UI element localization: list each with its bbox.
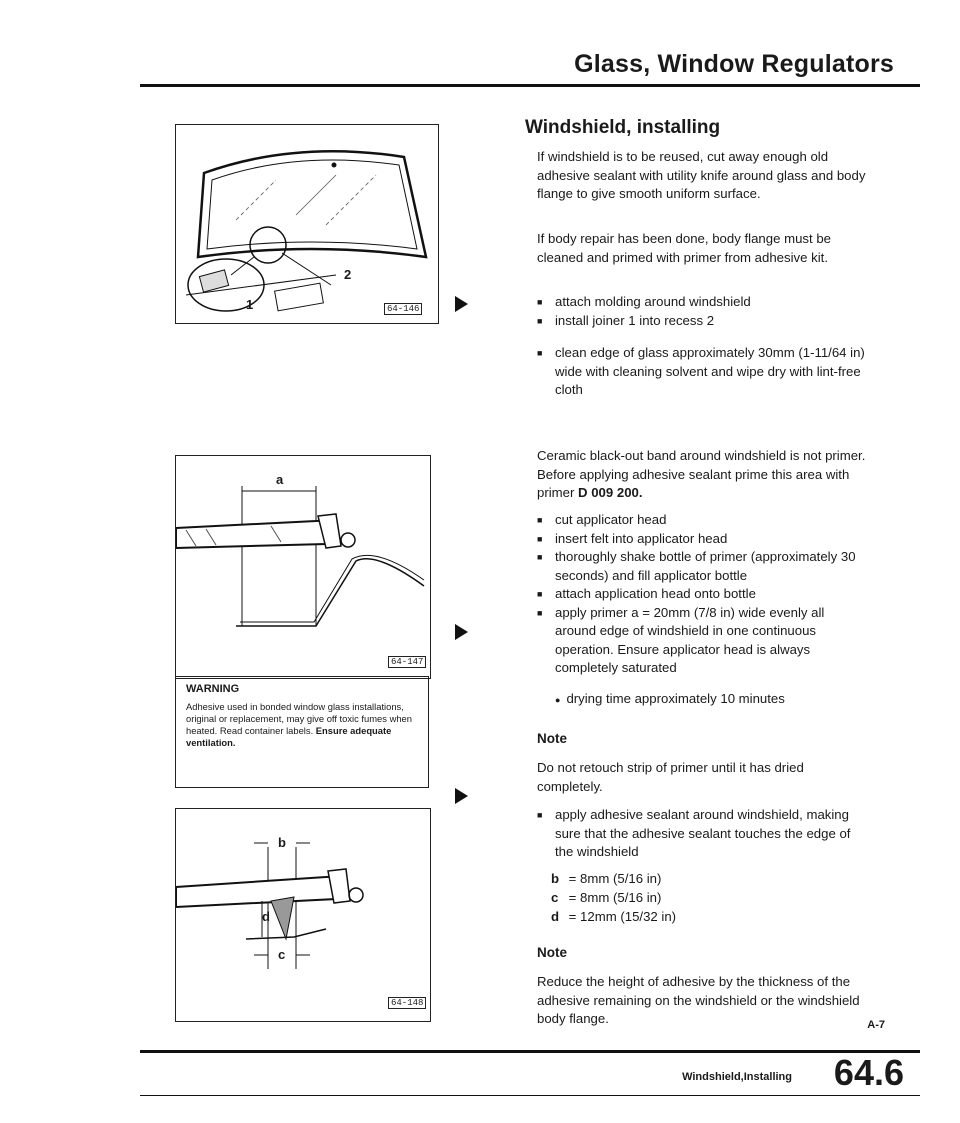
fig1-label-1: 1: [246, 297, 254, 312]
list-item: ■ clean edge of glass approximately 30mm (1-11/64 in) wide with cleaning solvent and wipe dry with lint-free cloth: [537, 344, 867, 400]
step-list-3: [537, 511, 867, 678]
fig2-label-a: a: [276, 472, 284, 487]
dimension-d: d = 12mm (15/32 in): [551, 909, 677, 924]
fig3-label-c: c: [278, 947, 286, 962]
primer-part-number: D 009 200.: [578, 485, 643, 500]
footer-page-number: 64.6: [833, 1052, 904, 1093]
step-list-2: [537, 344, 867, 400]
page-header-title: Glass, Window Regulators: [574, 50, 894, 78]
list-item: ■ attach molding around windshield: [537, 293, 867, 312]
list-item: ■ apply primer a = 20mm (7/8 in) wide evenly all around edge of windshield in one continuous operation. Ensure applicator head is always completely saturated: [537, 604, 867, 678]
list-item: ■ thoroughly shake bottle of primer (approximately 30 seconds) and fill applicator bottle: [537, 548, 867, 585]
note1-heading: Note: [537, 731, 567, 746]
footer-bottom-rule: [140, 1095, 920, 1096]
step-list-4: [537, 806, 867, 862]
warning-text: Adhesive used in bonded window glass installations, original or replacement, may give off toxic fumes when heated. Read container labels.: [186, 701, 412, 736]
note2-heading: Note: [537, 945, 567, 960]
paragraph-reuse: If windshield is to be reused, cut away enough old adhesive sealant with utility knife around glass and body flange to give smooth uniform surface.: [537, 149, 866, 201]
fig3-label-b: b: [278, 835, 286, 850]
list-item: ■ insert felt into applicator head: [537, 530, 867, 549]
pointer-arrow-1: [455, 296, 468, 312]
header-rule: [140, 84, 920, 87]
page-reference: A-7: [867, 1019, 885, 1031]
pointer-arrow-2: [455, 624, 468, 640]
fig1-label-2: 2: [344, 267, 352, 282]
dimension-c: c = 8mm (5/16 in): [551, 890, 662, 905]
list-item: ■ cut applicator head: [537, 511, 867, 530]
drying-time: ● drying time approximately 10 minutes: [537, 690, 885, 710]
pointer-arrow-3: [455, 788, 468, 804]
list-item: ■ apply adhesive sealant around windshield, making sure that the adhesive sealant touches the edge of the windshield: [537, 806, 867, 862]
step-list-1: [537, 293, 867, 330]
primer-cross-section: [176, 456, 430, 678]
warning-title: WARNING: [186, 683, 240, 695]
section-title: Windshield, installing: [525, 117, 721, 138]
sealant-cross-section: [176, 809, 430, 1021]
figure-windshield-overview: [175, 124, 439, 324]
warning-body: [186, 701, 418, 749]
warning-emphasis: Ensure adequate ventilation.: [186, 725, 392, 748]
figure-sealant-bead: [175, 808, 431, 1022]
note1-text: Do not retouch strip of primer until it has dried completely.: [537, 760, 804, 794]
windshield-illustration: [176, 125, 438, 323]
footer-rule: [140, 1050, 920, 1053]
warning-box: [175, 676, 429, 788]
note2-text: Reduce the height of adhesive by the thickness of the adhesive remaining on the windshield or the windshield body flange.: [537, 974, 860, 1026]
footer-section-label: Windshield,Installing: [682, 1071, 792, 1083]
fig3-tag: 64-148: [388, 997, 426, 1009]
fig2-tag: 64-147: [388, 656, 426, 668]
ceramic-text: Ceramic black-out band around windshield is not primer. Before applying adhesive sealant prime this area with primer: [537, 448, 866, 500]
fig1-tag: 64-146: [384, 303, 422, 315]
dimension-b: b = 8mm (5/16 in): [551, 871, 662, 886]
paragraph-body-repair: If body repair has been done, body flange must be cleaned and primed with primer from adhesive kit.: [537, 231, 831, 265]
fig3-label-d: d: [262, 909, 270, 924]
list-item: ■ install joiner 1 into recess 2: [537, 312, 867, 331]
list-item: ■ attach application head onto bottle: [537, 585, 867, 604]
paragraph-ceramic: [537, 447, 867, 503]
figure-primer-width: [175, 455, 431, 679]
